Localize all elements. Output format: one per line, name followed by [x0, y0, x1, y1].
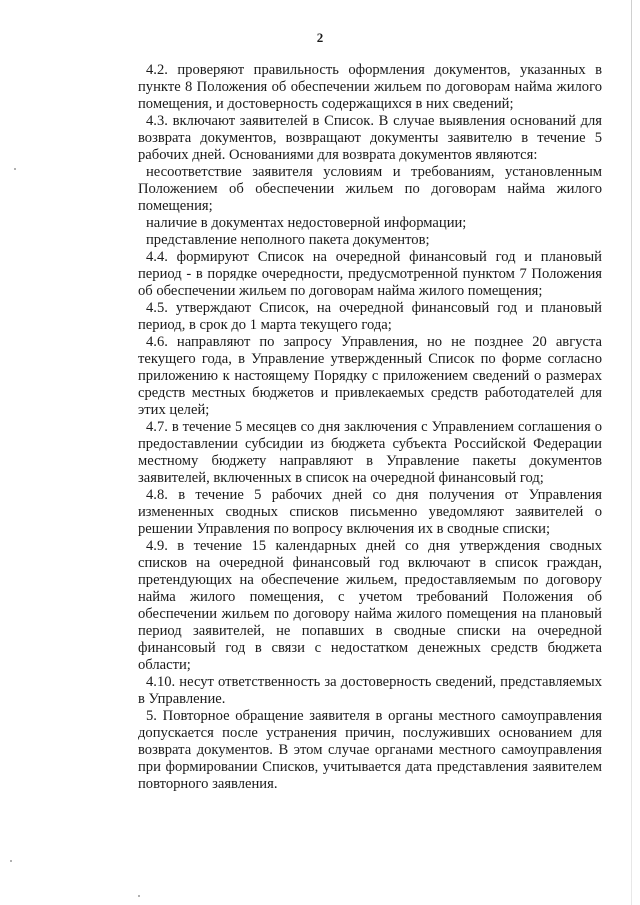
paragraph-4-8: 4.8. в течение 5 рабочих дней со дня получения от Управления измененных сводных списков письменно уведомляют заявителей о решении Управления по вопросу включения их в сводные списки;: [138, 487, 602, 537]
paragraph-4-5: 4.5. утверждают Список, на очередной финансовый год и плановый период, в срок до 1 марта текущего года;: [138, 300, 602, 333]
paragraph-return-reason-3: представление неполного пакета документов;: [146, 232, 430, 248]
scan-speck: [10, 860, 12, 862]
scan-speck: [138, 895, 140, 897]
paragraph-4-6: 4.6. направляют по запросу Управления, но не позднее 20 августа текущего года, в Управление утвержденный Список по форме согласно приложению к настоящему Порядку с приложением сведений о размерах средств местных бюджетов и привлекаемых средств работодателей для этих целей;: [138, 334, 602, 418]
paragraph-4-4: 4.4. формируют Список на очередной финансовый год и плановый период - в порядке очередности, предусмотренной пунктом 7 Положения об обеспечении жильем по договорам найма жилого помещения;: [138, 249, 602, 299]
document-body: [138, 62, 602, 793]
paragraph-4-9: 4.9. в течение 15 календарных дней со дня утверждения сводных списков на очередной финансовый год включают в список граждан, претендующих на обеспечение жильем, предоставляемым по договору найма жилого помещения, с учетом требований Положения об обеспечении жильем по договору найма жилого помещения на плановый период заявителей, не попавших в сводные списки на очередной финансовый год в связи с недостатком денежных средств бюджета области;: [138, 538, 602, 673]
scan-speck: [14, 168, 16, 170]
paragraph-4-7: 4.7. в течение 5 месяцев со дня заключения с Управлением соглашения о предоставлении субсидии из бюджета субъекта Российской Федерации местному бюджету направляют в Управление пакеты документов заявителей, включенных в список на очередной финансовый год;: [138, 419, 602, 486]
paragraph-return-reason-2: наличие в документах недостоверной информации;: [146, 215, 467, 231]
paragraph-4-2: 4.2. проверяют правильность оформления документов, указанных в пункте 8 Положения об обеспечении жильем по договорам найма жилого помещения, и достоверность содержащихся в них сведений;: [138, 62, 602, 112]
paragraph-4-10: 4.10. несут ответственность за достоверность сведений, представляемых в Управление.: [138, 674, 602, 707]
scan-edge-line: [631, 0, 632, 905]
paragraph-return-reason-1: несоответствие заявителя условиям и требованиям, установленным Положением об обеспечении жильем по договорам найма жилого помещения;: [138, 164, 602, 214]
paragraph-5: 5. Повторное обращение заявителя в органы местного самоуправления допускается после устранения причин, послуживших основанием для возврата документов. В этом случае органами местного самоуправления при формировании Списков, учитывается дата представления заявителем повторного заявления.: [138, 708, 602, 792]
page-number: 2: [316, 30, 324, 45]
paragraph-4-3: 4.3. включают заявителей в Список. В случае выявления оснований для возврата документов, возвращают документы заявителю в течение 5 рабочих дней. Основаниями для возврата документов являются:: [138, 113, 602, 163]
